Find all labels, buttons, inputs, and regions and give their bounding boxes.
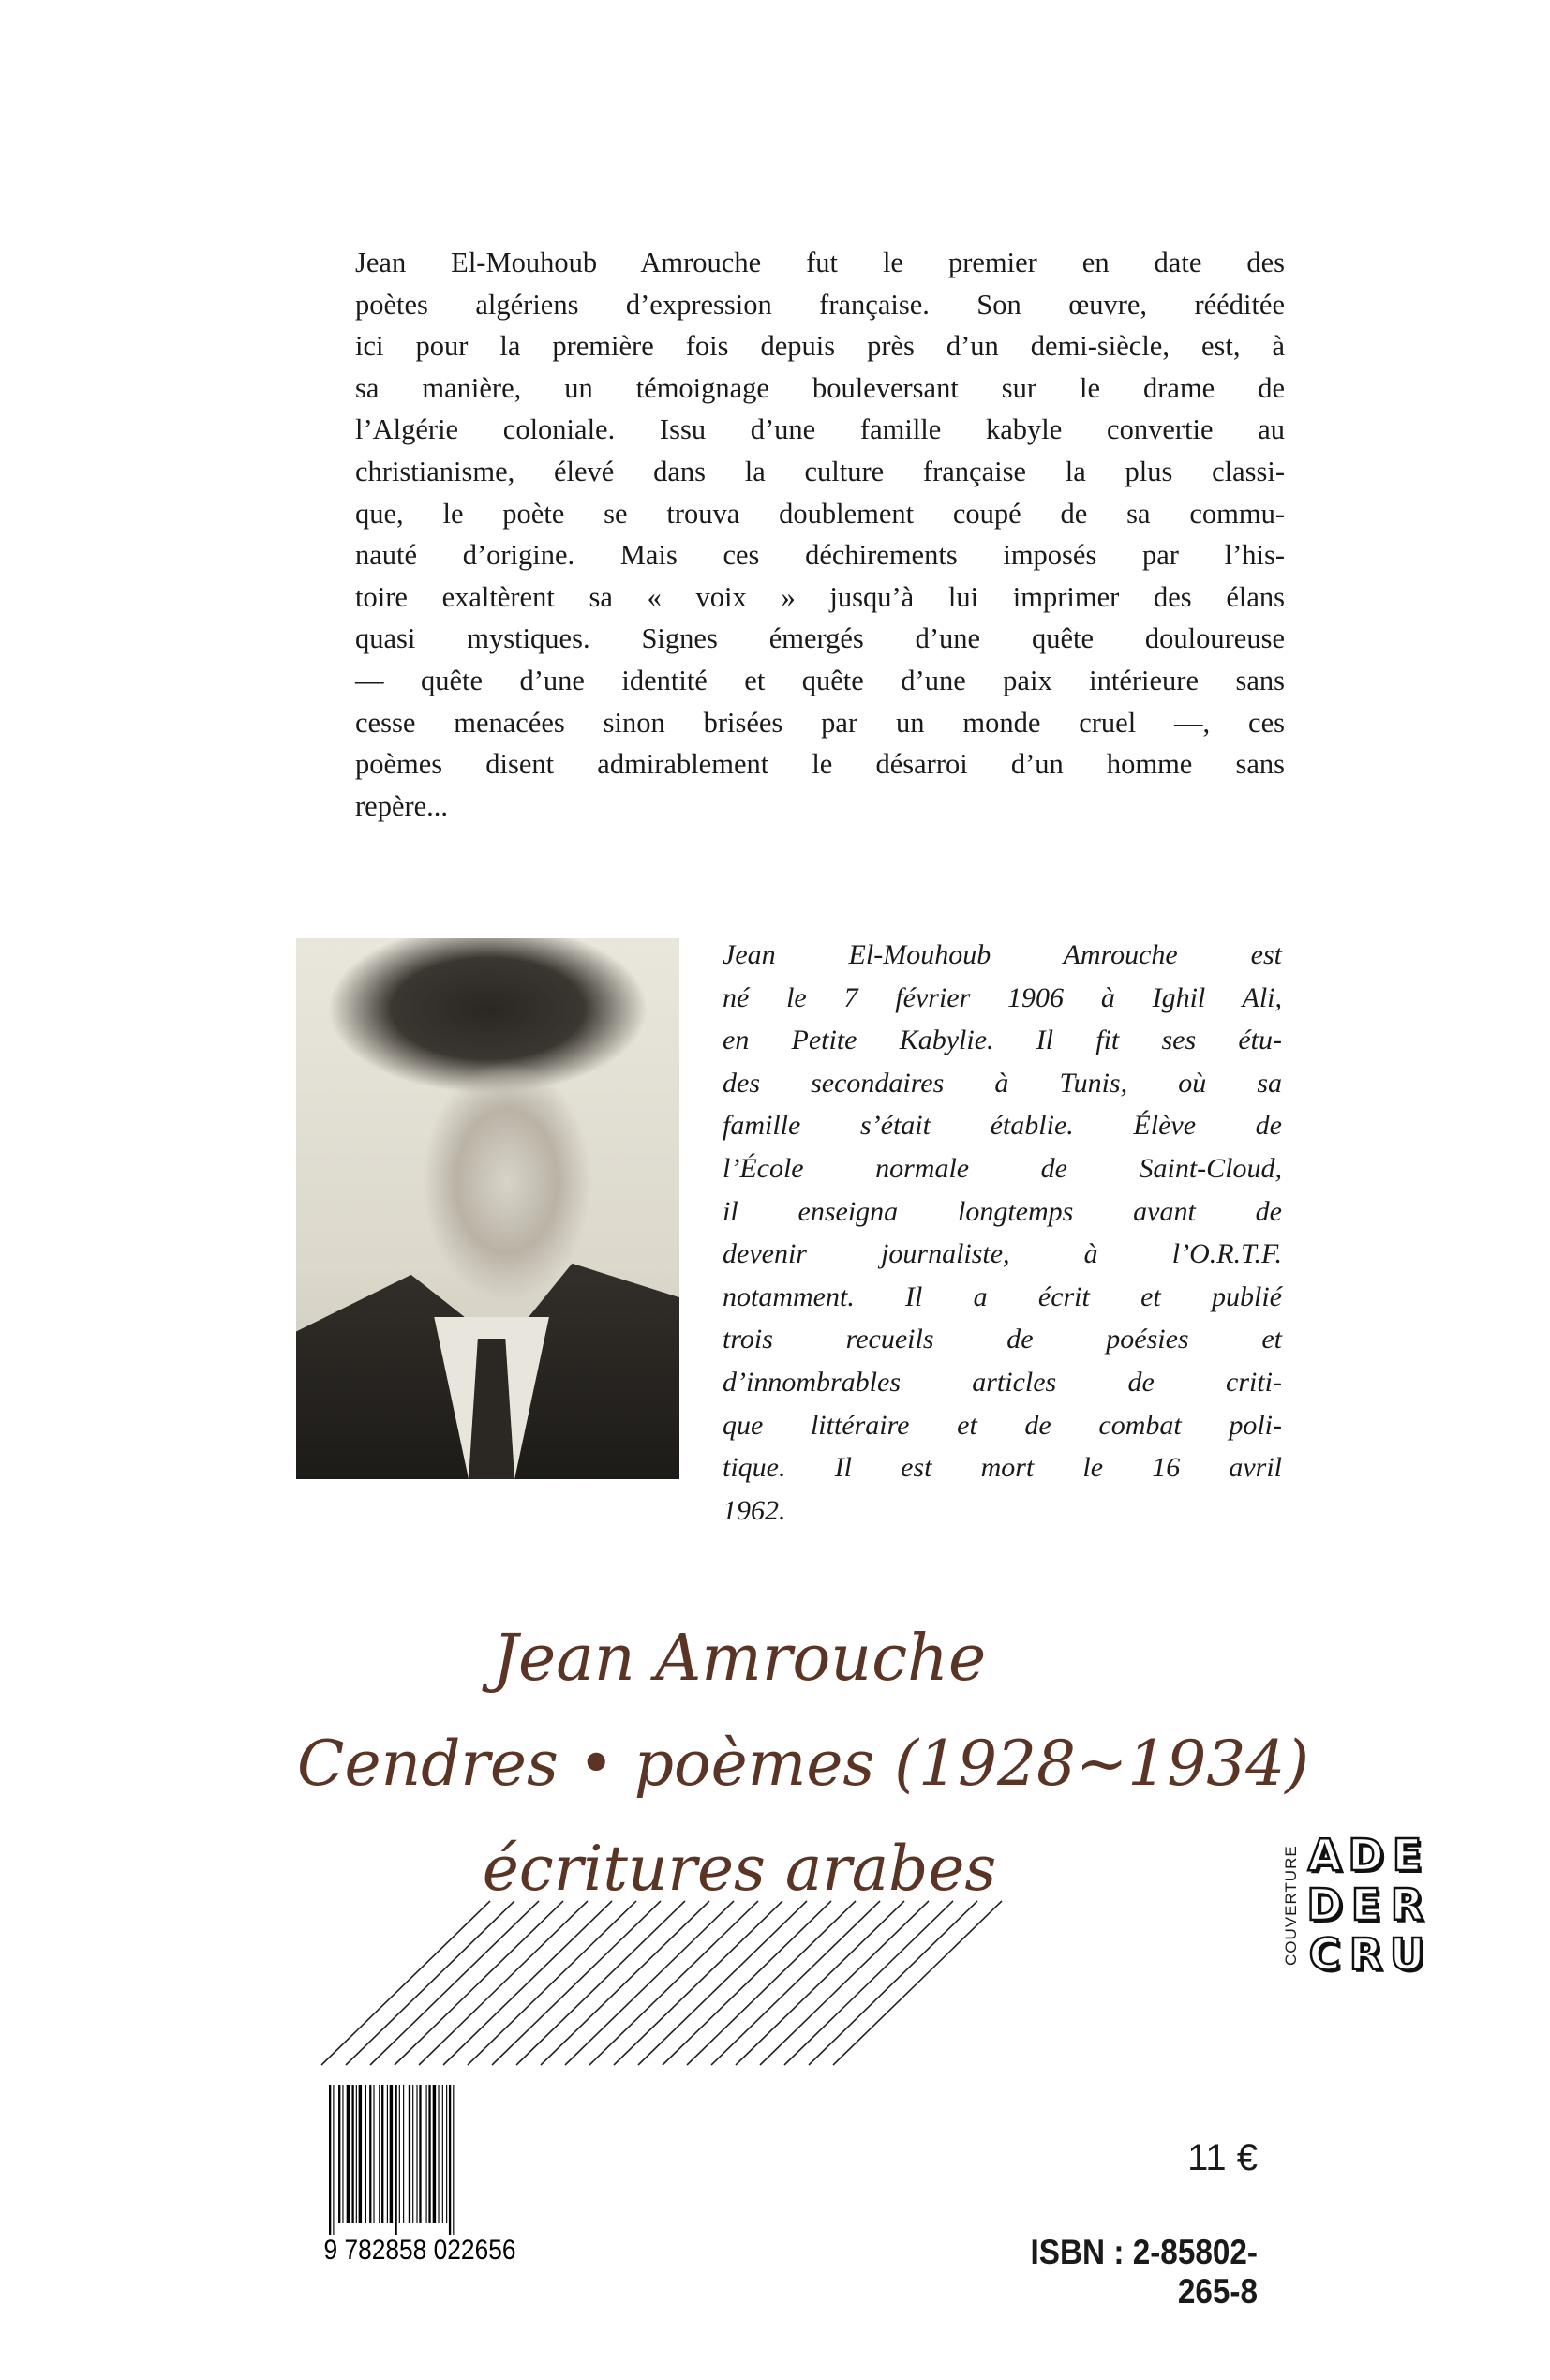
barcode-number: 9 782858 022656 (323, 2235, 516, 2266)
hatch-line (833, 1901, 1002, 2065)
barcode-bar (399, 2085, 400, 2223)
bio-line: tique. Il est mort le 16 avril (723, 1452, 1282, 1484)
logo-letter: D (1306, 1879, 1343, 1930)
blurb-line: repère... (355, 789, 449, 822)
blurb-line: ici pour la première fois depuis près d’un demi-siècle, est, à (355, 330, 1285, 363)
barcode-bar (403, 2085, 404, 2223)
isbn-number: ISBN : 2-85802-265-8 (1030, 2233, 1258, 2311)
barcode-bar (351, 2085, 353, 2223)
barcode-bar (453, 2085, 454, 2235)
blurb-line: toire exaltèrent sa « voix » jusqu’à lui imprimer des élans (355, 580, 1285, 613)
author-name-title: Jean Amrouche (492, 1622, 987, 1696)
hatch-line (784, 1901, 953, 2065)
author-biography (723, 934, 1282, 1532)
bio-line: famille s’était établie. Élève de (723, 1110, 1282, 1142)
hatch-line (589, 1901, 758, 2065)
barcode-bar (433, 2085, 436, 2223)
logo-letter: E (1392, 1830, 1423, 1880)
hatch-line (760, 1901, 929, 2065)
barcode-bar (428, 2085, 430, 2223)
author-portrait-photo (296, 938, 679, 1479)
bio-line: que littéraire et de combat poli- (723, 1409, 1282, 1441)
hatch-line (614, 1901, 782, 2065)
hatch-line (663, 1901, 831, 2065)
bio-line: notamment. Il a écrit et publié (723, 1280, 1282, 1312)
bio-line: Jean El-Mouhoub Amrouche est (723, 939, 1282, 970)
barcode-bar (342, 2085, 343, 2223)
bio-line: devenir journaliste, à l’O.R.T.F. (723, 1238, 1282, 1270)
barcode-bar (416, 2085, 417, 2223)
logo-letter: C (1308, 1929, 1341, 1980)
blurb-line: christianisme, élevé dans la culture française la plus classi- (355, 455, 1285, 487)
barcode-bar (329, 2085, 331, 2235)
hatch-line (541, 1901, 709, 2065)
collection-name: écritures arabes (482, 1833, 997, 1905)
hatch-line (638, 1901, 807, 2065)
hatch-line (395, 1901, 563, 2065)
logo-letter: U (1389, 1929, 1425, 1980)
decorative-hatching (321, 1901, 1034, 2065)
blurb-line: poètes algériens d’expression française. Son œuvre, rééditée (355, 288, 1285, 321)
price: 11 € (1187, 2137, 1258, 2178)
publisher-logo (1282, 1831, 1432, 1981)
hatch-line (516, 1901, 685, 2065)
logo-letter: E (1350, 1879, 1381, 1930)
blurb-line: l’Algérie coloniale. Issu d’une famille kabyle convertie au (355, 413, 1285, 446)
barcode-bar (390, 2085, 393, 2223)
blurb-line: que, le poète se trouva doublement coupé de sa commu- (355, 497, 1285, 530)
barcode-bar (449, 2085, 451, 2235)
bio-line: trois recueils de poésies et (723, 1324, 1282, 1355)
barcode-bar (442, 2085, 443, 2223)
hatch-line (346, 1901, 514, 2065)
work-title: Cendres • poèmes (1928~1934) (297, 1728, 1309, 1800)
hatch-line (321, 1901, 490, 2065)
barcode-bar (409, 2085, 410, 2223)
hatch-line (687, 1901, 856, 2065)
logo-label: COUVERTURE (1282, 1845, 1300, 1967)
bio-line: il enseigna longtemps avant de (723, 1195, 1282, 1227)
bio-line: 1962. (723, 1494, 786, 1526)
hatch-line (370, 1901, 539, 2065)
blurb-line: nauté d’origine. Mais ces déchirements imposés par l’his- (355, 539, 1285, 572)
back-cover-blurb (355, 242, 1285, 827)
barcode-bar (359, 2085, 362, 2223)
barcode-bar (426, 2085, 427, 2223)
barcode-bar (379, 2085, 380, 2223)
barcode-bar (356, 2085, 357, 2223)
barcode-bar (333, 2085, 334, 2235)
blurb-line: — quête d’une identité et quête d’une paix intérieure sans (355, 664, 1285, 696)
hatch-line (419, 1901, 588, 2065)
bio-line: l’École normale de Saint-Cloud, (723, 1152, 1282, 1184)
logo-letter: D (1348, 1830, 1384, 1880)
barcode-bar (381, 2085, 383, 2223)
barcode-bar (412, 2085, 413, 2223)
blurb-line: cesse menacées sinon brisées par un monde cruel —, ces (355, 706, 1285, 739)
isbn-barcode (321, 2085, 518, 2266)
barcode-bar (395, 2085, 396, 2235)
barcode-bar (365, 2085, 366, 2223)
barcode-bar (446, 2085, 447, 2223)
blurb-line: poèmes disent admirablement le désarroi d’un homme sans (355, 748, 1285, 781)
barcode-bar (338, 2085, 340, 2223)
blurb-line: Jean El-Mouhoub Amrouche fut le premier en date des (355, 247, 1285, 278)
hatch-line (443, 1901, 612, 2065)
barcode-bar (347, 2085, 350, 2223)
hatch-line (565, 1901, 734, 2065)
barcode-bar (373, 2085, 374, 2223)
bio-line: des secondaires à Tunis, où sa (723, 1067, 1282, 1099)
hatch-line (809, 1901, 977, 2065)
barcode-bar (369, 2085, 371, 2223)
barcode-bar (438, 2085, 439, 2223)
barcode-bar (419, 2085, 421, 2223)
blurb-line: sa manière, un témoignage bouleversant sur le drame de (355, 371, 1285, 404)
bio-line: en Petite Kabylie. Il fit ses étu- (723, 1025, 1282, 1056)
bio-line: d’innombrables articles de criti- (723, 1366, 1282, 1398)
bio-line: né le 7 février 1906 à Ighil Ali, (723, 981, 1282, 1013)
hatch-line (711, 1901, 880, 2065)
logo-letter: A (1307, 1830, 1342, 1880)
hatch-line (492, 1901, 661, 2065)
logo-letter: R (1349, 1929, 1383, 1980)
logo-letter: R (1390, 1879, 1424, 1930)
hatch-line (736, 1901, 904, 2065)
blurb-line: quasi mystiques. Signes émergés d’une quête douloureuse (355, 622, 1285, 655)
hatch-line (468, 1901, 636, 2065)
barcode-bar (387, 2085, 388, 2223)
